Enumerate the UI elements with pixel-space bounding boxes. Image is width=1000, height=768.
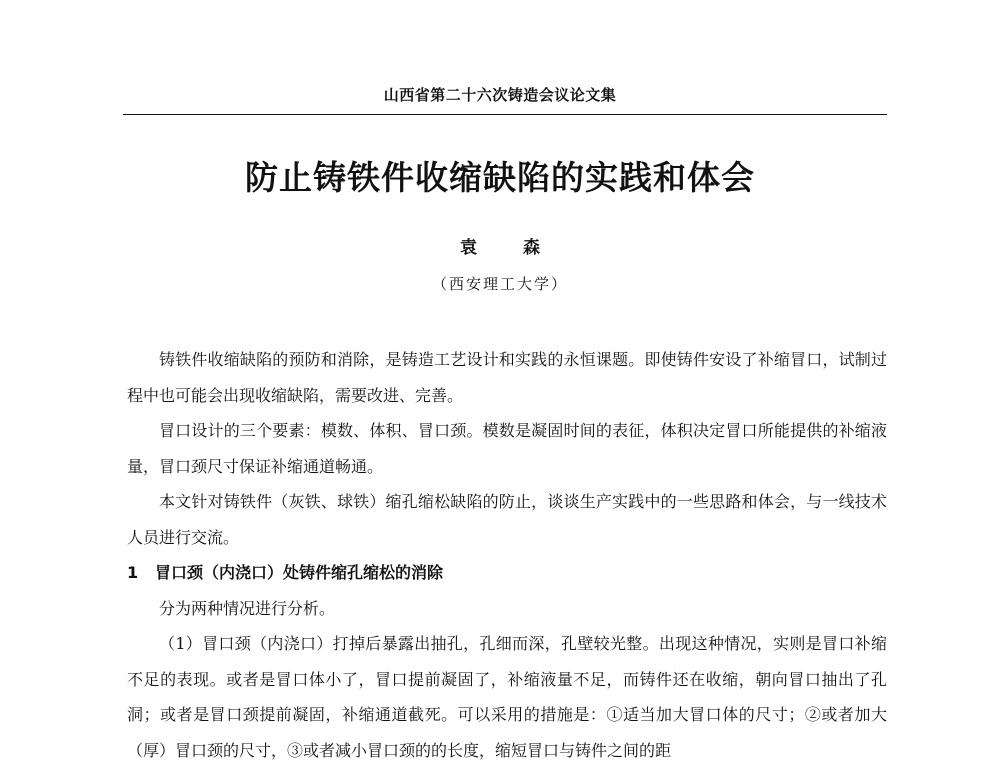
running-header: 山西省第二十六次铸造会议论文集: [383, 86, 617, 104]
header-rule: [123, 114, 887, 115]
section-heading-text: 冒口颈（内浇口）处铸件缩孔缩松的消除: [155, 563, 444, 582]
section-number: 1: [127, 563, 139, 582]
body-paragraph: 本文针对铸铁件（灰铁、球铁）缩孔缩松缺陷的防止，谈谈生产实践中的一些思路和体会，与一线技术人员进行交流。: [127, 492, 887, 547]
author-affiliation: （西安理工大学）: [431, 275, 568, 293]
body-paragraph: 冒口设计的三个要素：模数、体积、冒口颈。模数是凝固时间的表征，体积决定冒口所能提供的补缩液量，冒口颈尺寸保证补缩通道畅通。: [127, 421, 887, 476]
body-paragraph: （1）冒口颈（内浇口）打掉后暴露出抽孔，孔细而深，孔壁较光整。出现这种情况，实则是冒口补缩不足的表现。或者是冒口体小了，冒口提前凝固了，补缩液量不足，而铸件还在收缩，朝向冒口抽出了孔洞；或者是冒口颈提前凝固，补缩通道截死。可以采用的措施是：①适当加大冒口体的尺寸；②或者加大（厚）冒口颈的尺寸，③或者减小冒口颈的的长度，缩短冒口与铸件之间的距: [127, 634, 887, 760]
author-name: 袁 森: [460, 238, 560, 258]
article-title: 防止铸铁件收缩缺陷的实践和体会: [245, 158, 755, 197]
article-body: [127, 342, 887, 768]
section-heading: [127, 555, 887, 591]
body-paragraph: 分为两种情况进行分析。: [159, 598, 336, 618]
body-paragraph: 铸铁件收缩缺陷的预防和消除，是铸造工艺设计和实践的永恒课题。即使铸件安设了补缩冒口，试制过程中也可能会出现收缩缺陷，需要改进、完善。: [127, 350, 887, 405]
